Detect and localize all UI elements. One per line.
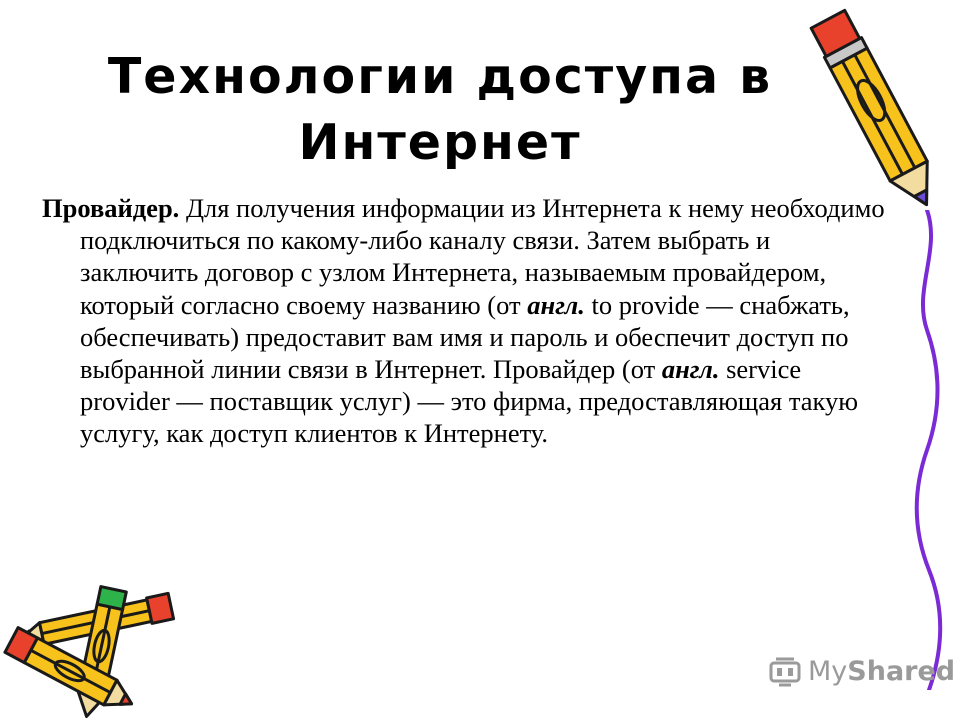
text-part-2: to provide — снабжать, обеспечивать) предоставит вам имя и пароль и обеспечит доступ по выбранной линии связи в Интернет. Провайдер (от [80,289,850,385]
pencils-icon [0,578,200,720]
text-part-1: Для получения информации из Интернета к нему необходимо подключиться по какому-либо каналу связи. Затем выбрать и заключить договор с узлом Интернета, называемым провайдером, который согласно своему названию (от [80,193,885,320]
lead-term: Провайдер. [42,193,180,223]
text-part-3: service provider — поставщик услуг) — это фирма, предоставляющая такую услугу, как доступ клиентов к Интернету. [80,354,859,449]
myshared-icon [768,657,802,687]
watermark [768,656,955,687]
title-line-1: Технологии доступа в [107,48,773,105]
slide-title [90,44,790,176]
slide-body [42,192,892,450]
wavy-line-decoration [905,210,955,690]
pencil-icon [800,0,950,225]
watermark-text-b: Shared [847,656,956,687]
watermark-text-a: My [808,656,848,687]
eng-abbrev-1: англ. [527,289,585,320]
paragraph [42,192,892,450]
eng-abbrev-2: англ. [661,354,720,385]
watermark-text [808,656,955,687]
title-line-2: Интернет [298,114,582,171]
